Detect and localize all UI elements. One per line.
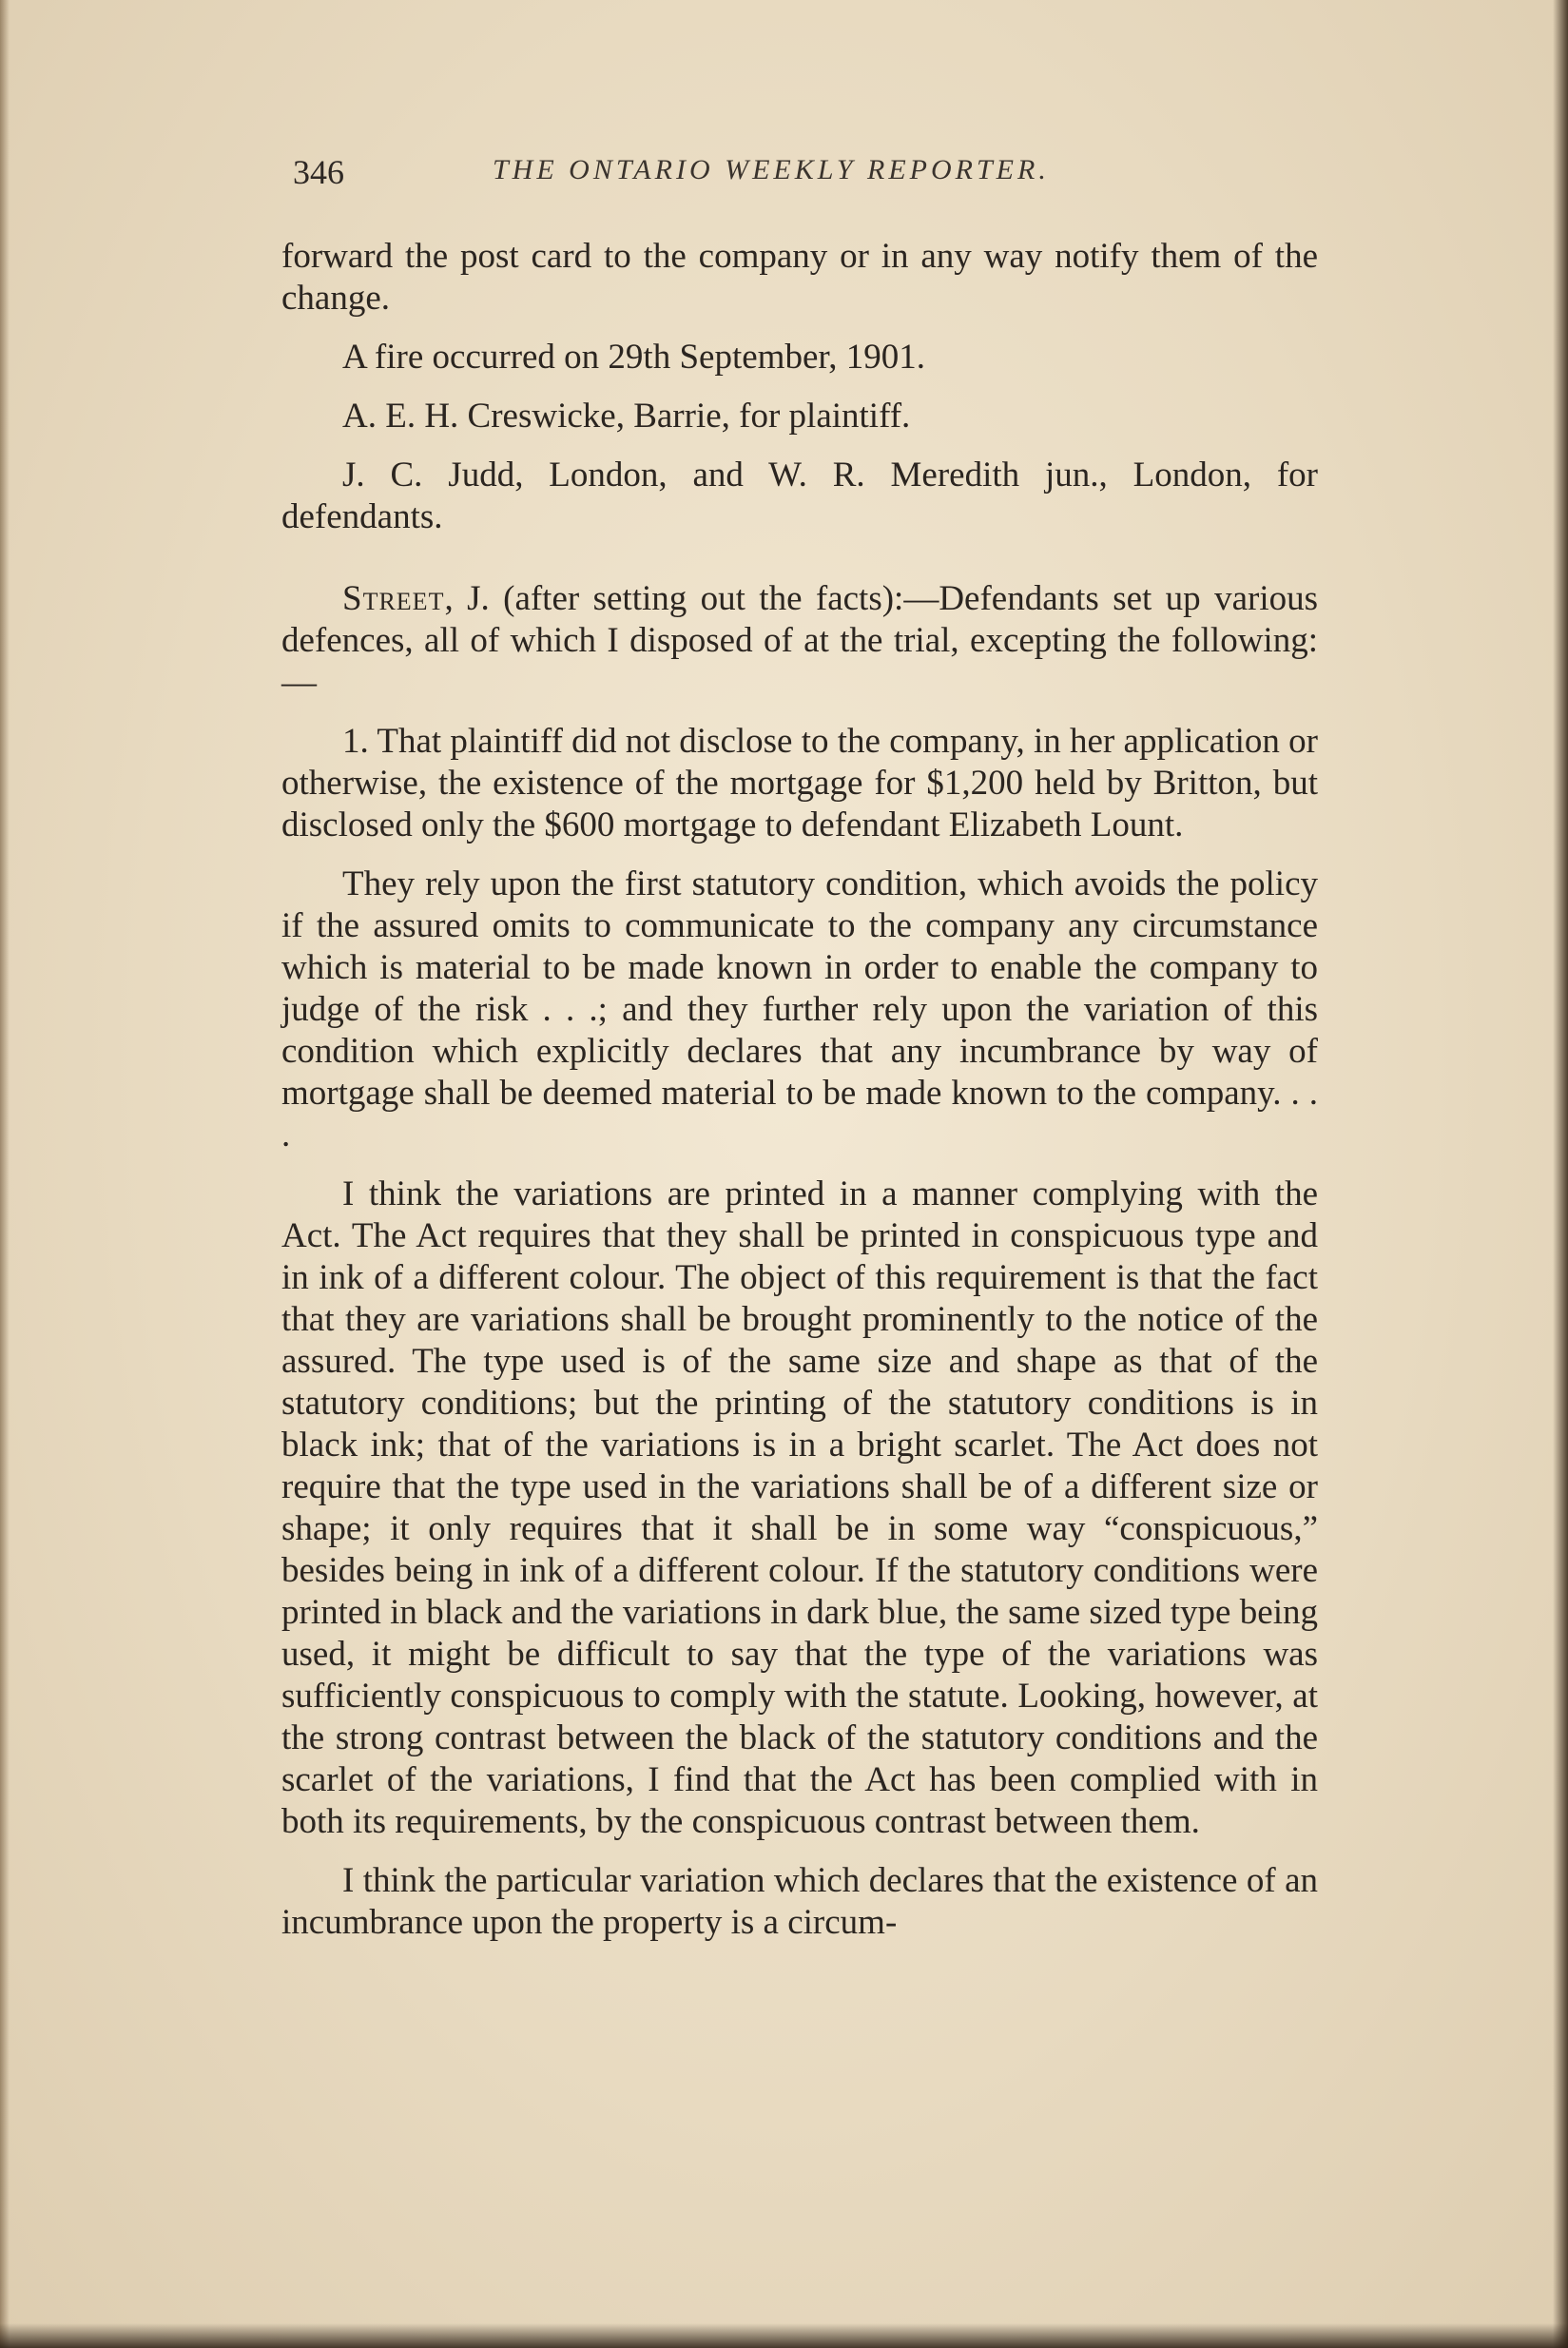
page-right-edge — [1553, 0, 1568, 2348]
paragraph-counsel-plaintiff: A. E. H. Creswicke, Barrie, for plaintiff. — [342, 397, 911, 436]
paragraph-defence-one: 1. That plaintiff did not disclose to the company, in her application or otherwise, the existence of the mortgage for $1,200 held by Britton, but disclosed only the $600 mortgage to defendant Elizabeth Lount. — [281, 722, 1318, 844]
paragraph-continuation: forward the post card to the company or in any way notify them of the change. — [281, 237, 1318, 318]
page-number: 346 — [293, 153, 344, 191]
page-left-edge — [0, 0, 10, 2348]
paragraph-variations-printed: I think the variations are printed in a manner complying with the Act. The Act requires that they shall be printed in conspicuous type and in ink of a different colour. The object of this requirement is that the fact that they are variations shall be brought prominently to the notice of the assured. The type used is of the same size and shape as that of the statutory conditions; but the printing of the statutory conditions is in black ink; that of the variations is in a bright scarlet. The Act does not require that the type used in the variations shall be of a different size or shape; it only requires that it shall be in some way “conspicuous,” besides being in ink of a different colour. If the statutory conditions were printed in black and the variations in dark blue, the same sized type being used, it might be difficult to say that the type of the variations was sufficiently conspicuous to comply with the statute. Looking, however, at the strong contrast between the black of the statutory conditions and the scarlet of the variations, I find that the Act has been complied with in both its requirements, by the conspicuous contrast between them. — [281, 1174, 1318, 1841]
paragraph-fire-date: A fire occurred on 29th September, 1901. — [342, 338, 925, 377]
page-header — [293, 152, 1130, 198]
paragraph-statutory-condition: They rely upon the first statutory condition, which avoids the policy if the assured omits to communicate to the company any circumstance which is material to be made known in order to enable the company to judge of the risk . . .; and they further rely upon the variation of this condition which explicitly declares that any incumbrance by way of mortgage shall be deemed material to be made known to the company. . . . — [281, 864, 1318, 1155]
body-text — [281, 236, 1318, 1961]
judge-name: Street — [342, 579, 445, 618]
paragraph-judgment-opening: Street, J. (after setting out the facts):—Defendants set up various defences, all of which I disposed of at the trial, excepting the following:— — [281, 579, 1318, 702]
paragraph-particular-variation: I think the particular variation which declares that the existence of an incumbrance upon the property is a circum- — [281, 1861, 1318, 1942]
paragraph-counsel-defendants: J. C. Judd, London, and W. R. Meredith jun., London, for defendants. — [281, 456, 1318, 536]
page-bottom-edge — [0, 2323, 1568, 2348]
running-head: THE ONTARIO WEEKLY REPORTER. — [493, 154, 1050, 185]
